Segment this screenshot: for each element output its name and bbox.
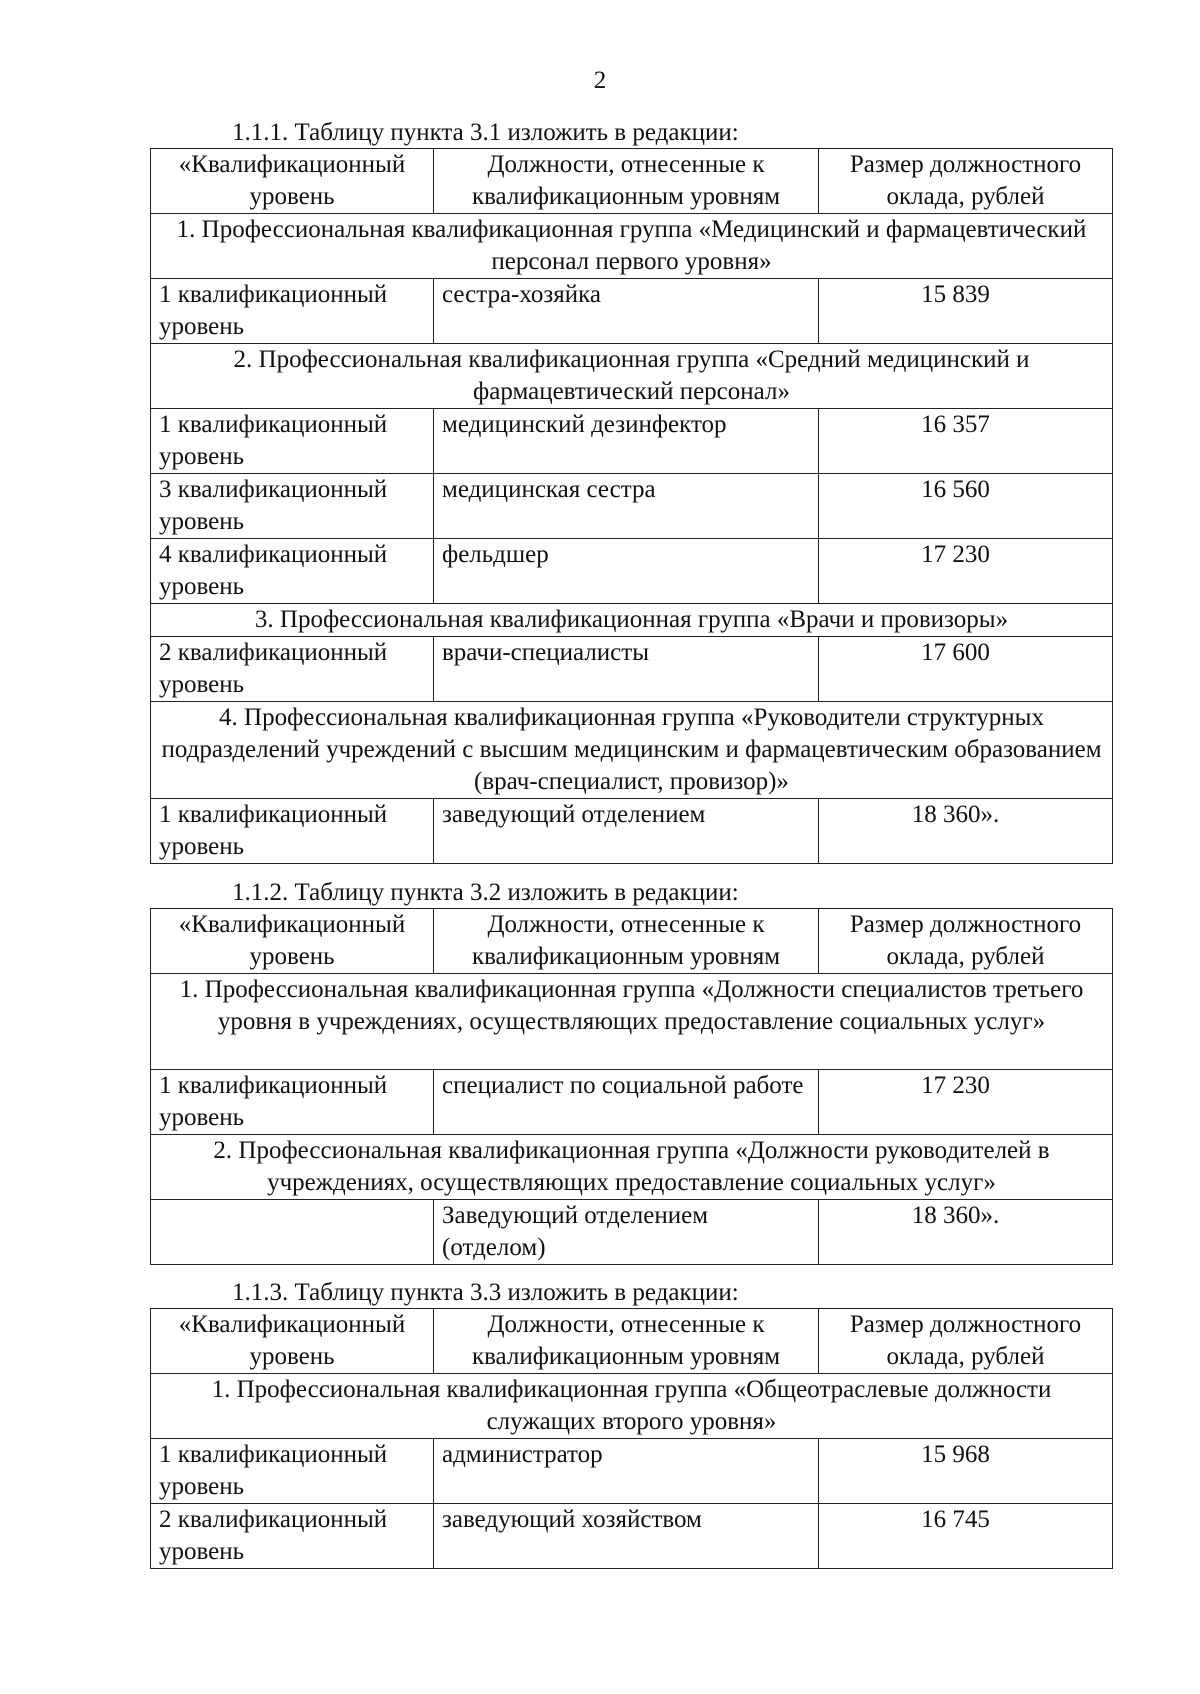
cell-position: заведующий хозяйством xyxy=(434,1504,819,1569)
salary-table-3-3 xyxy=(150,1308,1113,1569)
cell-position: медицинский дезинфектор xyxy=(434,409,819,474)
cell-salary: 15 839 xyxy=(819,279,1113,344)
cell-position: фельдшер xyxy=(434,539,819,604)
group-title: 1. Профессиональная квалификационная группа «Должности специалистов третьего уровня в учреждениях, осуществляющих предоставление социальных услуг» xyxy=(151,974,1113,1070)
cell-position: медицинская сестра xyxy=(434,474,819,539)
group-title: 2. Профессиональная квалификационная группа «Должности руководителей в учреждениях, осуществляющих предоставление социальных услуг» xyxy=(151,1135,1113,1200)
table-row xyxy=(151,799,1113,864)
cell-salary: 16 745 xyxy=(819,1504,1113,1569)
cell-level: 2 квалификационный уровень xyxy=(151,1504,434,1569)
salary-table-3-1 xyxy=(150,148,1113,864)
group-title: 1. Профессиональная квалификационная группа «Медицинский и фармацевтический персонал первого уровня» xyxy=(151,214,1113,279)
cell-salary: 17 230 xyxy=(819,1070,1113,1135)
salary-table-3-2 xyxy=(150,908,1113,1265)
cell-position: врачи-специалисты xyxy=(434,637,819,702)
cell-salary: 16 357 xyxy=(819,409,1113,474)
cell-position: специалист по социальной работе xyxy=(434,1070,819,1135)
cell-salary: 15 968 xyxy=(819,1439,1113,1504)
cell-position: Заведующий отделением (отделом) xyxy=(434,1200,819,1265)
section-caption: 1.1.2. Таблицу пункта 3.2 изложить в редакции: xyxy=(232,879,739,906)
header-positions: Должности, отнесенные к квалификационным уровням xyxy=(434,1309,819,1374)
cell-level: 1 квалификационный уровень xyxy=(151,1439,434,1504)
cell-level: 2 квалификационный уровень xyxy=(151,637,434,702)
table-row xyxy=(151,474,1113,539)
cell-level: 1 квалификационный уровень xyxy=(151,279,434,344)
table-row xyxy=(151,1070,1113,1135)
table-row xyxy=(151,1439,1113,1504)
group-row xyxy=(151,702,1113,799)
table-header-row xyxy=(151,149,1113,214)
cell-level: 1 квалификационный уровень xyxy=(151,409,434,474)
header-level: «Квалификационный уровень xyxy=(151,909,434,974)
group-row xyxy=(151,1374,1113,1439)
group-row xyxy=(151,974,1113,1070)
cell-salary: 18 360». xyxy=(819,1200,1113,1265)
cell-salary: 16 560 xyxy=(819,474,1113,539)
cell-position: сестра-хозяйка xyxy=(434,279,819,344)
cell-salary: 17 230 xyxy=(819,539,1113,604)
header-level: «Квалификационный уровень xyxy=(151,149,434,214)
cell-level: 1 квалификационный уровень xyxy=(151,1070,434,1135)
cell-position: администратор xyxy=(434,1439,819,1504)
header-salary: Размер должностного оклада, рублей xyxy=(819,1309,1113,1374)
group-row xyxy=(151,1135,1113,1200)
header-salary: Размер должностного оклада, рублей xyxy=(819,149,1113,214)
header-positions: Должности, отнесенные к квалификационным уровням xyxy=(434,909,819,974)
table-row xyxy=(151,637,1113,702)
page-number: 2 xyxy=(593,67,607,94)
table-row xyxy=(151,539,1113,604)
table-row xyxy=(151,409,1113,474)
section-caption: 1.1.1. Таблицу пункта 3.1 изложить в редакции: xyxy=(232,119,739,146)
table-header-row xyxy=(151,909,1113,974)
group-row xyxy=(151,604,1113,637)
table-row xyxy=(151,279,1113,344)
header-positions: Должности, отнесенные к квалификационным уровням xyxy=(434,149,819,214)
cell-level: 1 квалификационный уровень xyxy=(151,799,434,864)
group-title: 3. Профессиональная квалификационная группа «Врачи и провизоры» xyxy=(151,604,1113,637)
group-row xyxy=(151,344,1113,409)
group-title: 2. Профессиональная квалификационная группа «Средний медицинский и фармацевтический персонал» xyxy=(151,344,1113,409)
cell-salary: 17 600 xyxy=(819,637,1113,702)
group-row xyxy=(151,214,1113,279)
cell-level: 4 квалификационный уровень xyxy=(151,539,434,604)
table-row xyxy=(151,1200,1113,1265)
section-caption: 1.1.3. Таблицу пункта 3.3 изложить в редакции: xyxy=(232,1279,739,1306)
table-header-row xyxy=(151,1309,1113,1374)
cell-level: 3 квалификационный уровень xyxy=(151,474,434,539)
cell-position: заведующий отделением xyxy=(434,799,819,864)
table-row xyxy=(151,1504,1113,1569)
group-title: 4. Профессиональная квалификационная группа «Руководители структурных подразделений учреждений с высшим медицинским и фармацевтическим образованием (врач-специалист, провизор)» xyxy=(151,702,1113,799)
cell-level xyxy=(151,1200,434,1265)
cell-salary: 18 360». xyxy=(819,799,1113,864)
header-level: «Квалификационный уровень xyxy=(151,1309,434,1374)
header-salary: Размер должностного оклада, рублей xyxy=(819,909,1113,974)
group-title: 1. Профессиональная квалификационная группа «Общеотраслевые должности служащих второго уровня» xyxy=(151,1374,1113,1439)
